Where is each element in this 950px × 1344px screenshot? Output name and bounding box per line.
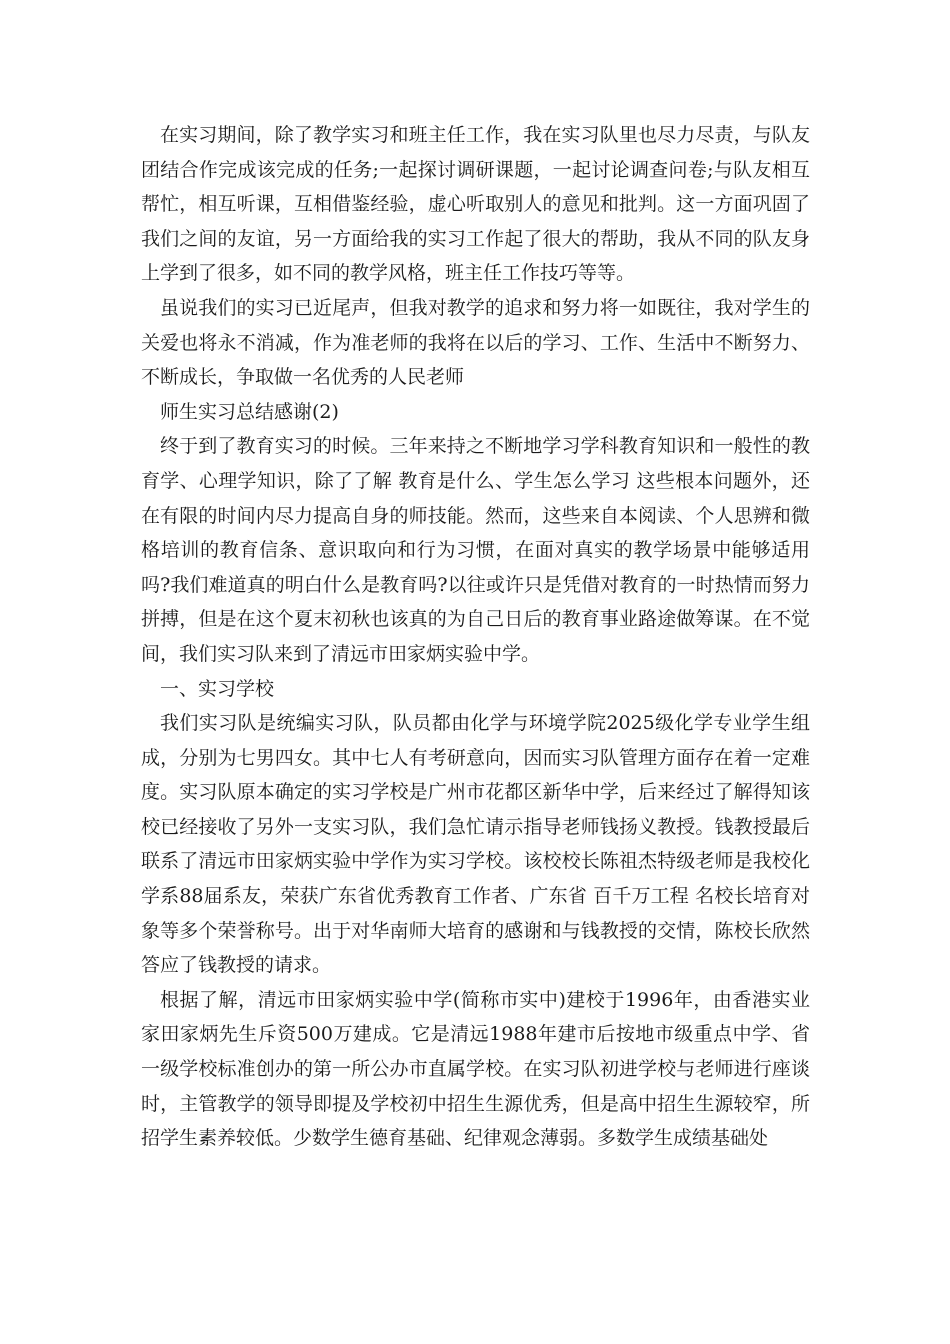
paragraph-team-composition: 我们实习队是统编实习队，队员都由化学与环境学院2025级化学专业学生组成，分别为七男四女。其中七人有考研意向，因而实习队管理方面存在着一定难度。实习队原本确定的实习学校是广州市花都区新华中学，后来经过了解得知该校已经接收了另外一支实习队，我们急忙请示指导老师钱扬义教授。钱教授最后联系了清远市田家炳实验中学作为实习学校。该校校长陈祖杰特级老师是我校化学系88届系友，荣获广东省优秀教育工作者、广东省 百千万工程 名校长培育对象等多个荣誉称号。出于对华南师大培育的感谢和与钱教授的交情，陈校长欣然答应了钱教授的请求。 bbox=[141, 712, 810, 977]
section-title: 师生实习总结感谢(2) bbox=[160, 400, 339, 423]
paragraph-school-background: 根据了解，清远市田家炳实验中学(简称市实中)建校于1996年，由香港实业家田家炳先生斥资500万建成。它是清远1988年建市后按地市级重点中学、省一级学校标准创办的第一所公办市直属学校。在实习队初进学校与老师进行座谈时，主管教学的领导即提及学校初中招生生源优秀，但是高中招生生源较窄，所招学生素养较低。少数学生德育基础、纪律观念薄弱。多数学生成绩基础处 bbox=[141, 988, 810, 1150]
document-body bbox=[141, 118, 810, 1156]
paragraph-internship-team: 在实习期间，除了教学实习和班主任工作，我在实习队里也尽力尽责，与队友团结合作完成该完成的任务;一起探讨调研课题，一起讨论调查问卷;与队友相互帮忙，相互听课，互相借鉴经验，虚心听取别人的意见和批判。这一方面巩固了我们之间的友谊，另一方面给我的实习工作起了很大的帮助，我从不同的队友身上学到了很多，如不同的教学风格，班主任工作技巧等等。 bbox=[141, 124, 810, 285]
paragraph-introduction: 终于到了教育实习的时候。三年来持之不断地学习学科教育知识和一般性的教育学、心理学知识，除了了解 教育是什么、学生怎么学习 这些根本问题外，还在有限的时间内尽力提高自身的师技能。然而，这些来自本阅读、个人思辨和微格培训的教育信条、意识取向和行为习惯，在面对真实的教学场景中能够适用吗?我们难道真的明白什么是教育吗?以往或许只是凭借对教育的一时热情而努力拼搏，但是在这个夏末初秋也该真的为自己日后的教育事业路途做筹谋。在不觉间，我们实习队来到了清远市田家炳实验中学。 bbox=[141, 435, 810, 665]
section-heading-school: 一、实习学校 bbox=[160, 677, 275, 700]
paragraph-closing-resolve: 虽说我们的实习已近尾声，但我对教学的追求和努力将一如既往，我对学生的关爱也将永不消减，作为准老师的我将在以后的学习、工作、生活中不断努力、不断成长，争取做一名优秀的人民老师 bbox=[141, 296, 810, 389]
